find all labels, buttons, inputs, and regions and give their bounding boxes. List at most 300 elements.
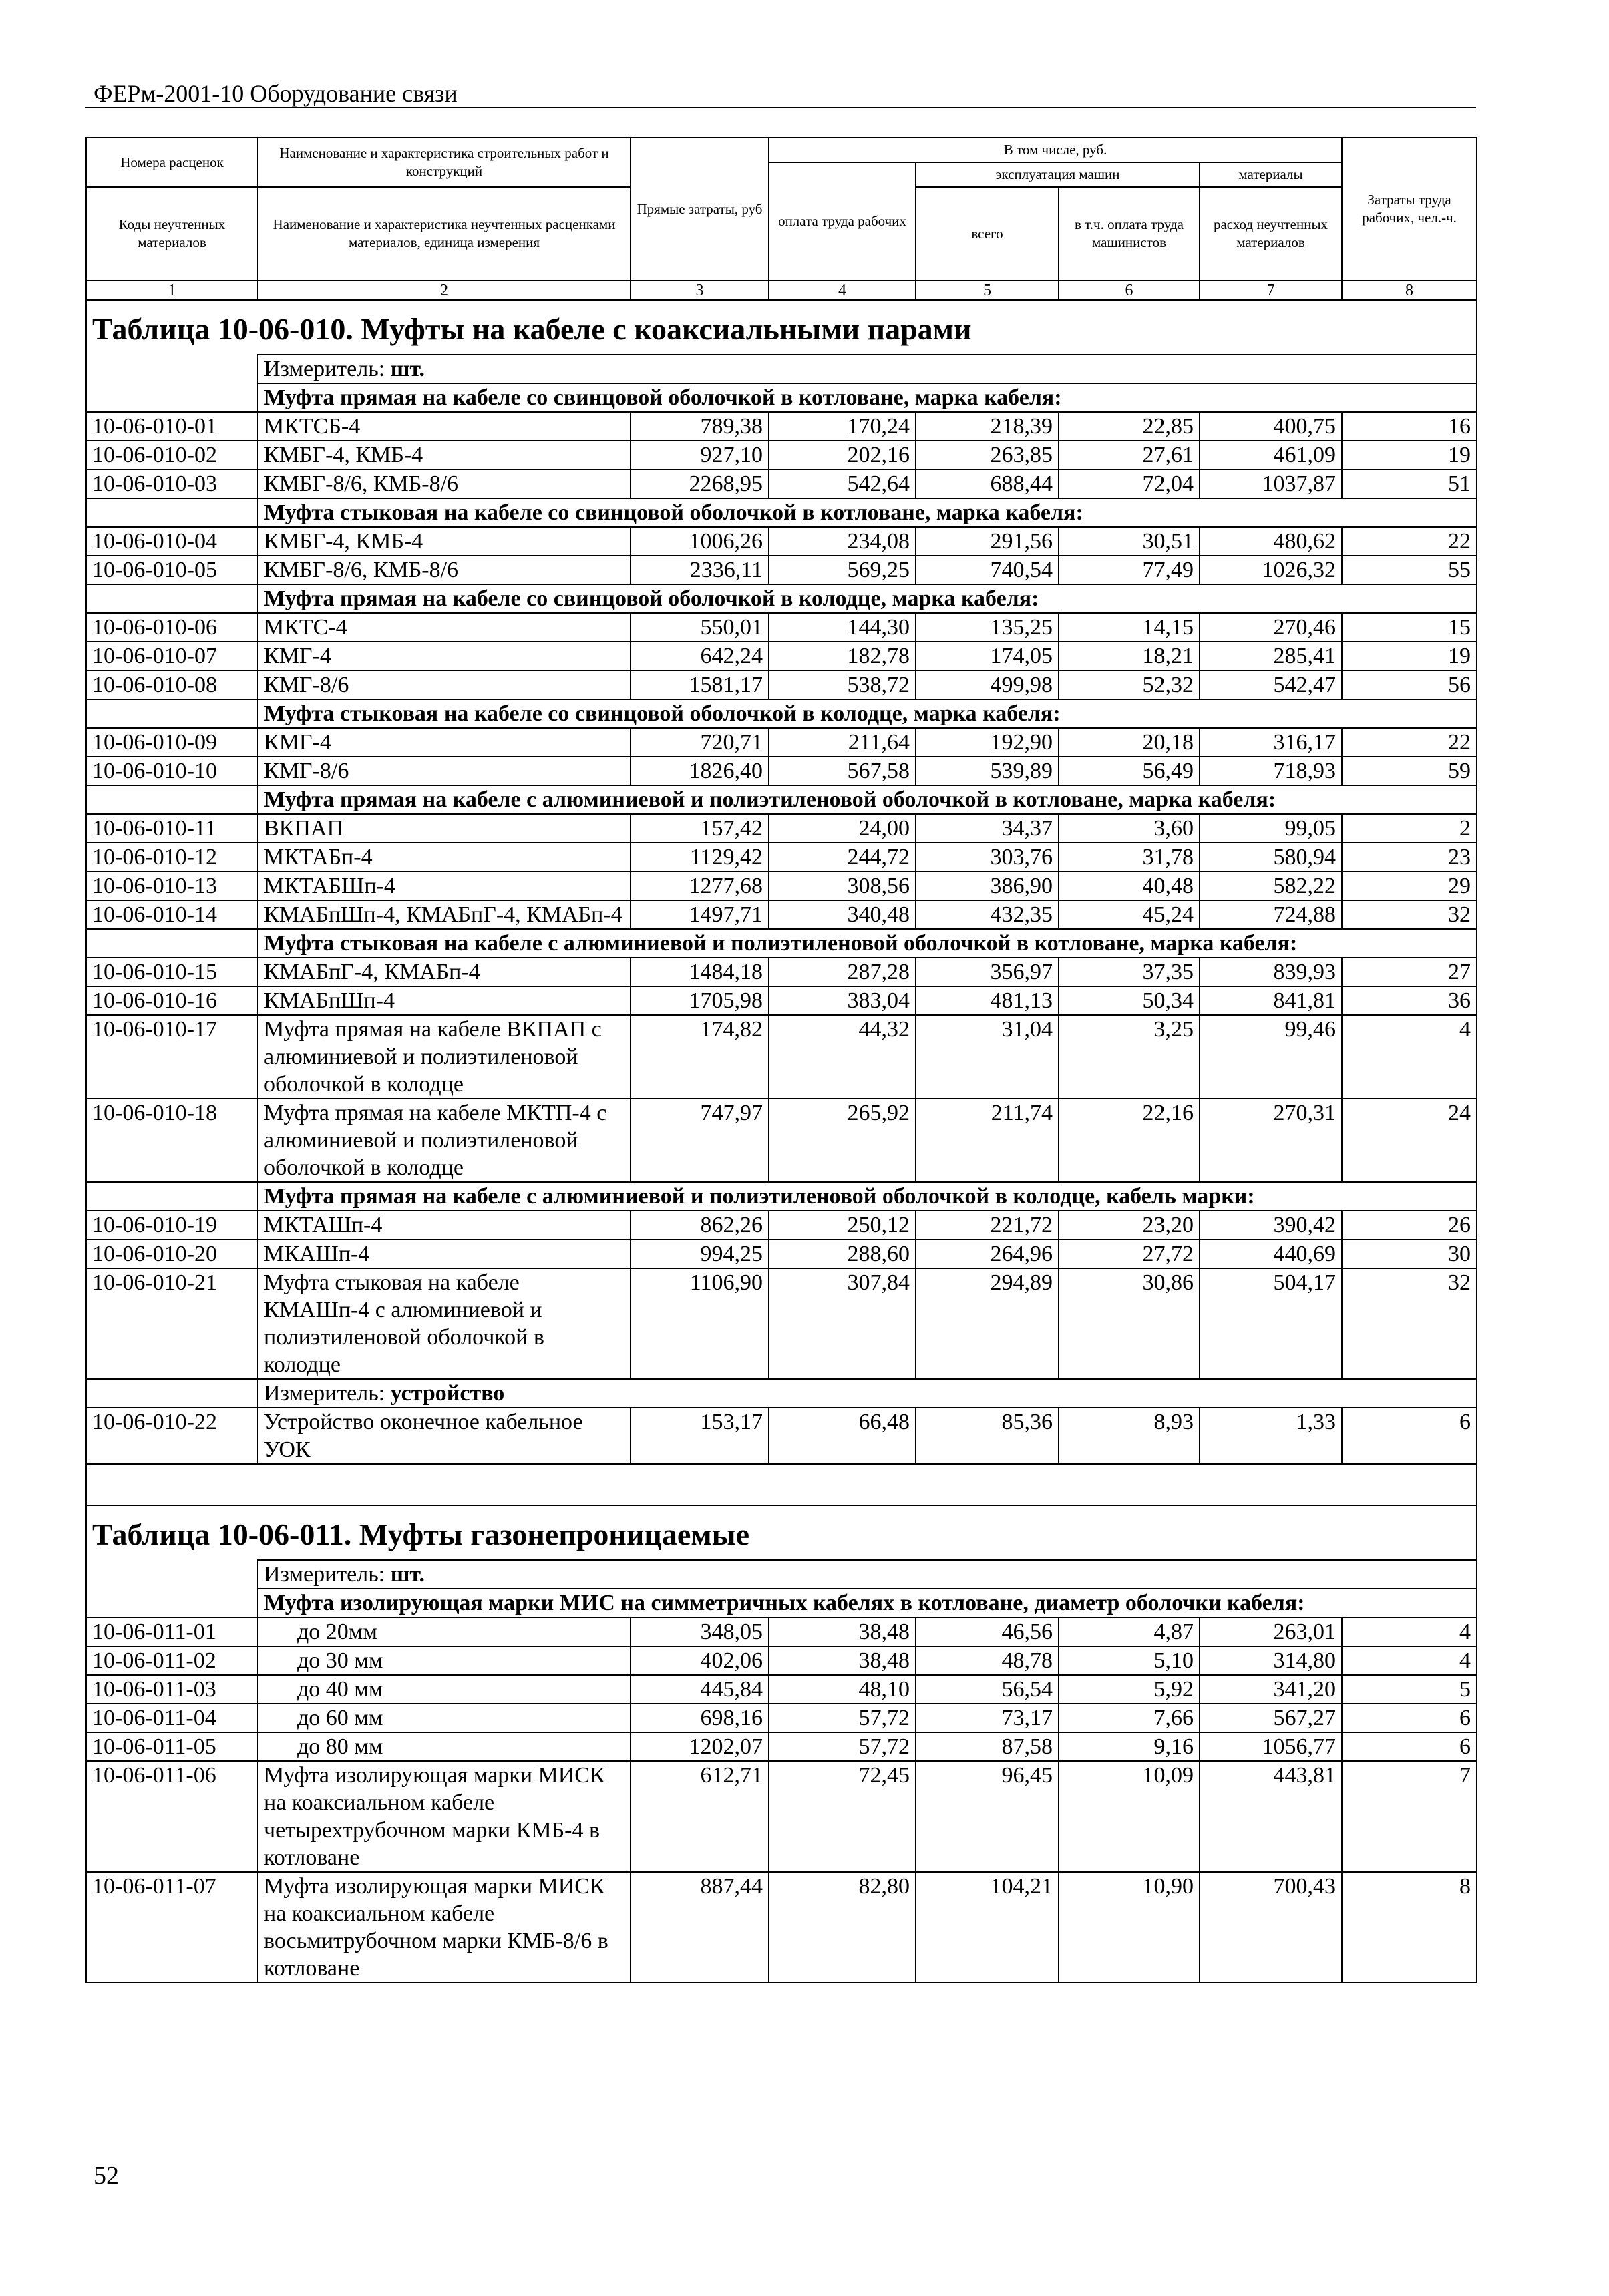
table-row xyxy=(86,986,1477,1015)
direct-costs: 402,06 xyxy=(631,1646,769,1675)
labor-wages: 66,48 xyxy=(769,1408,916,1464)
materials-cost: 1037,87 xyxy=(1200,469,1342,498)
direct-costs: 994,25 xyxy=(631,1239,769,1268)
table-row xyxy=(86,1268,1477,1379)
column-number: 4 xyxy=(769,280,916,301)
work-name: до 80 мм xyxy=(258,1732,631,1761)
labor-hours: 4 xyxy=(1342,1617,1477,1646)
labor-wages: 57,72 xyxy=(769,1704,916,1732)
rate-code: 10-06-011-05 xyxy=(86,1732,258,1761)
operator-wages: 77,49 xyxy=(1059,556,1200,584)
rate-code: 10-06-010-11 xyxy=(86,814,258,843)
work-name: до 40 мм xyxy=(258,1675,631,1704)
section-heading: Муфта прямая на кабеле с алюминиевой и полиэтиленовой оболочкой в колодце, кабель марки: xyxy=(258,1182,1477,1211)
work-name: ВКПАП xyxy=(258,814,631,843)
operator-wages: 22,85 xyxy=(1059,412,1200,441)
labor-wages: 250,12 xyxy=(769,1211,916,1239)
operator-wages: 56,49 xyxy=(1059,757,1200,785)
machines-total: 432,35 xyxy=(916,900,1059,929)
table-row xyxy=(86,728,1477,757)
materials-cost: 480,62 xyxy=(1200,527,1342,556)
materials-cost: 270,46 xyxy=(1200,613,1342,642)
labor-hours: 51 xyxy=(1342,469,1477,498)
operator-wages: 31,78 xyxy=(1059,843,1200,872)
table-row xyxy=(86,757,1477,785)
meter-spacer xyxy=(86,1560,258,1589)
machines-total: 218,39 xyxy=(916,412,1059,441)
labor-hours: 56 xyxy=(1342,671,1477,699)
header-labor-wages: оплата труда рабочих xyxy=(769,162,916,280)
work-name: Муфта прямая на кабеле ВКПАП с алюминиевой и полиэтиленовой оболочкой в колодце xyxy=(258,1015,631,1099)
rate-code: 10-06-011-04 xyxy=(86,1704,258,1732)
machines-total: 481,13 xyxy=(916,986,1059,1015)
work-name: МКТАБШп-4 xyxy=(258,872,631,900)
labor-hours: 23 xyxy=(1342,843,1477,872)
direct-costs: 1006,26 xyxy=(631,527,769,556)
operator-wages: 27,61 xyxy=(1059,441,1200,469)
labor-wages: 202,16 xyxy=(769,441,916,469)
work-name: МКТС-4 xyxy=(258,613,631,642)
labor-hours: 4 xyxy=(1342,1015,1477,1099)
direct-costs: 348,05 xyxy=(631,1617,769,1646)
machines-total: 356,97 xyxy=(916,958,1059,986)
table-row xyxy=(86,1761,1477,1872)
labor-hours: 5 xyxy=(1342,1675,1477,1704)
meter-unit xyxy=(258,1560,1477,1589)
meter-row xyxy=(86,1379,1477,1408)
machines-total: 291,56 xyxy=(916,527,1059,556)
materials-cost: 1026,32 xyxy=(1200,556,1342,584)
machines-total: 740,54 xyxy=(916,556,1059,584)
table-row xyxy=(86,556,1477,584)
rate-code: 10-06-011-01 xyxy=(86,1617,258,1646)
section-spacer xyxy=(86,584,258,613)
header-work-description: Наименование и характеристика строительных работ и конструкций xyxy=(258,138,631,187)
machines-total: 539,89 xyxy=(916,757,1059,785)
materials-cost: 285,41 xyxy=(1200,642,1342,671)
work-name: МКТАБп-4 xyxy=(258,843,631,872)
header-labor-hours: Затраты труда рабочих, чел.-ч. xyxy=(1342,138,1477,280)
meter-spacer xyxy=(86,1379,258,1408)
labor-wages: 383,04 xyxy=(769,986,916,1015)
header-material-codes: Коды неучтенных материалов xyxy=(86,187,258,280)
labor-hours: 4 xyxy=(1342,1646,1477,1675)
work-name: МКТАШп-4 xyxy=(258,1211,631,1239)
materials-cost: 718,93 xyxy=(1200,757,1342,785)
meter-row xyxy=(86,1560,1477,1589)
rate-code: 10-06-010-08 xyxy=(86,671,258,699)
direct-costs: 153,17 xyxy=(631,1408,769,1464)
machines-total: 56,54 xyxy=(916,1675,1059,1704)
machines-total: 294,89 xyxy=(916,1268,1059,1379)
page-number: 52 xyxy=(94,2162,119,2190)
table-row xyxy=(86,1617,1477,1646)
labor-hours: 22 xyxy=(1342,728,1477,757)
labor-hours: 6 xyxy=(1342,1704,1477,1732)
table-row xyxy=(86,469,1477,498)
work-name: КМГ-8/6 xyxy=(258,671,631,699)
materials-cost: 1,33 xyxy=(1200,1408,1342,1464)
machines-total: 85,36 xyxy=(916,1408,1059,1464)
labor-hours: 29 xyxy=(1342,872,1477,900)
meter-value: устройство xyxy=(390,1381,505,1406)
section-row xyxy=(86,383,1477,412)
labor-hours: 6 xyxy=(1342,1408,1477,1464)
operator-wages: 18,21 xyxy=(1059,642,1200,671)
work-name: КМАБпШп-4 xyxy=(258,986,631,1015)
table-row xyxy=(86,527,1477,556)
machines-total: 688,44 xyxy=(916,469,1059,498)
labor-wages: 307,84 xyxy=(769,1268,916,1379)
direct-costs: 927,10 xyxy=(631,441,769,469)
materials-cost: 99,46 xyxy=(1200,1015,1342,1099)
rate-code: 10-06-010-14 xyxy=(86,900,258,929)
work-name: МКТСБ-4 xyxy=(258,412,631,441)
materials-cost: 542,47 xyxy=(1200,671,1342,699)
operator-wages: 9,16 xyxy=(1059,1732,1200,1761)
header-operator-wages: в т.ч. оплата труда машинистов xyxy=(1059,187,1200,280)
machines-total: 264,96 xyxy=(916,1239,1059,1268)
table-row xyxy=(86,1872,1477,1983)
labor-wages: 72,45 xyxy=(769,1761,916,1872)
column-header-table xyxy=(85,137,1477,301)
meter-label: Измеритель: xyxy=(264,1562,391,1587)
meter-row xyxy=(86,355,1477,383)
rate-code: 10-06-010-18 xyxy=(86,1099,258,1182)
table-row xyxy=(86,843,1477,872)
work-name: КМБГ-4, КМБ-4 xyxy=(258,527,631,556)
header-unaccounted-materials: расход неучтенных материалов xyxy=(1200,187,1342,280)
materials-cost: 1056,77 xyxy=(1200,1732,1342,1761)
labor-wages: 244,72 xyxy=(769,843,916,872)
section-row xyxy=(86,498,1477,527)
machines-total: 96,45 xyxy=(916,1761,1059,1872)
direct-costs: 789,38 xyxy=(631,412,769,441)
header-machine-operation: эксплуатация машин xyxy=(916,162,1200,187)
operator-wages: 50,34 xyxy=(1059,986,1200,1015)
table-row xyxy=(86,671,1477,699)
direct-costs: 698,16 xyxy=(631,1704,769,1732)
rate-code: 10-06-011-02 xyxy=(86,1646,258,1675)
labor-wages: 82,80 xyxy=(769,1872,916,1983)
work-name: Муфта прямая на кабеле МКТП-4 с алюминиевой и полиэтиленовой оболочкой в колодце xyxy=(258,1099,631,1182)
labor-hours: 19 xyxy=(1342,441,1477,469)
materials-cost: 841,81 xyxy=(1200,986,1342,1015)
machines-total: 303,76 xyxy=(916,843,1059,872)
table-row xyxy=(86,900,1477,929)
work-name: КМГ-4 xyxy=(258,728,631,757)
rate-code: 10-06-010-05 xyxy=(86,556,258,584)
labor-hours: 36 xyxy=(1342,986,1477,1015)
column-number: 1 xyxy=(86,280,258,301)
operator-wages: 5,10 xyxy=(1059,1646,1200,1675)
labor-hours: 8 xyxy=(1342,1872,1477,1983)
section-row xyxy=(86,584,1477,613)
machines-total: 104,21 xyxy=(916,1872,1059,1983)
operator-wages: 14,15 xyxy=(1059,613,1200,642)
direct-costs: 2336,11 xyxy=(631,556,769,584)
rate-code: 10-06-010-22 xyxy=(86,1408,258,1464)
labor-hours: 32 xyxy=(1342,1268,1477,1379)
machines-total: 221,72 xyxy=(916,1211,1059,1239)
direct-costs: 1497,71 xyxy=(631,900,769,929)
materials-cost: 316,17 xyxy=(1200,728,1342,757)
table-row xyxy=(86,814,1477,843)
section-heading: Муфта стыковая на кабеле с алюминиевой и полиэтиленовой оболочкой в котловане, марка кабеля: xyxy=(258,929,1477,958)
section-row xyxy=(86,929,1477,958)
materials-cost: 443,81 xyxy=(1200,1761,1342,1872)
section-spacer xyxy=(86,929,258,958)
operator-wages: 3,60 xyxy=(1059,814,1200,843)
materials-cost: 99,05 xyxy=(1200,814,1342,843)
work-name: до 20мм xyxy=(258,1617,631,1646)
header-rule xyxy=(85,107,1476,108)
table-title: Таблица 10-06-011. Муфты газонепроницаемые xyxy=(86,1505,1477,1560)
labor-wages: 57,72 xyxy=(769,1732,916,1761)
direct-costs: 157,42 xyxy=(631,814,769,843)
materials-cost: 263,01 xyxy=(1200,1617,1342,1646)
column-number: 8 xyxy=(1342,280,1477,301)
direct-costs: 2268,95 xyxy=(631,469,769,498)
table-row xyxy=(86,1211,1477,1239)
materials-cost: 504,17 xyxy=(1200,1268,1342,1379)
materials-cost: 270,31 xyxy=(1200,1099,1342,1182)
table-row xyxy=(86,1239,1477,1268)
labor-wages: 182,78 xyxy=(769,642,916,671)
labor-wages: 44,32 xyxy=(769,1015,916,1099)
column-number: 5 xyxy=(916,280,1059,301)
direct-costs: 550,01 xyxy=(631,613,769,642)
labor-wages: 144,30 xyxy=(769,613,916,642)
direct-costs: 862,26 xyxy=(631,1211,769,1239)
rate-code: 10-06-010-10 xyxy=(86,757,258,785)
rate-code: 10-06-010-19 xyxy=(86,1211,258,1239)
labor-wages: 48,10 xyxy=(769,1675,916,1704)
section-heading: Муфта прямая на кабеле со свинцовой оболочкой в колодце, марка кабеля: xyxy=(258,584,1477,613)
section-spacer xyxy=(86,699,258,728)
column-number: 2 xyxy=(258,280,631,301)
spacer-row xyxy=(86,1464,1477,1505)
rates-table xyxy=(85,299,1477,1983)
operator-wages: 10,90 xyxy=(1059,1872,1200,1983)
rate-code: 10-06-010-16 xyxy=(86,986,258,1015)
labor-wages: 38,48 xyxy=(769,1646,916,1675)
direct-costs: 642,24 xyxy=(631,642,769,671)
rate-code: 10-06-010-12 xyxy=(86,843,258,872)
table-title-row xyxy=(86,300,1477,355)
labor-hours: 59 xyxy=(1342,757,1477,785)
rate-code: 10-06-010-09 xyxy=(86,728,258,757)
direct-costs: 612,71 xyxy=(631,1761,769,1872)
labor-wages: 308,56 xyxy=(769,872,916,900)
meter-spacer xyxy=(86,355,258,383)
operator-wages: 7,66 xyxy=(1059,1704,1200,1732)
materials-cost: 580,94 xyxy=(1200,843,1342,872)
labor-hours: 55 xyxy=(1342,556,1477,584)
direct-costs: 445,84 xyxy=(631,1675,769,1704)
materials-cost: 390,42 xyxy=(1200,1211,1342,1239)
table-row xyxy=(86,1675,1477,1704)
work-name: КМАБпШп-4, КМАБпГ-4, КМАБп-4 xyxy=(258,900,631,929)
section-spacer xyxy=(86,498,258,527)
direct-costs: 720,71 xyxy=(631,728,769,757)
machines-total: 34,37 xyxy=(916,814,1059,843)
direct-costs: 1484,18 xyxy=(631,958,769,986)
materials-cost: 724,88 xyxy=(1200,900,1342,929)
machines-total: 499,98 xyxy=(916,671,1059,699)
direct-costs: 1581,17 xyxy=(631,671,769,699)
section-heading: Муфта изолирующая марки МИС на симметричных кабелях в котловане, диаметр оболочки кабеля: xyxy=(258,1589,1477,1617)
meter-value: шт. xyxy=(390,1562,425,1587)
work-name: Муфта изолирующая марки МИСК на коаксиальном кабеле восьмитрубочном марки КМБ-8/6 в котловане xyxy=(258,1872,631,1983)
table-row xyxy=(86,441,1477,469)
machines-total: 192,90 xyxy=(916,728,1059,757)
rate-code: 10-06-010-20 xyxy=(86,1239,258,1268)
column-number: 6 xyxy=(1059,280,1200,301)
materials-cost: 582,22 xyxy=(1200,872,1342,900)
rate-code: 10-06-010-21 xyxy=(86,1268,258,1379)
work-name: МКАШп-4 xyxy=(258,1239,631,1268)
work-name: КМГ-4 xyxy=(258,642,631,671)
section-spacer xyxy=(86,785,258,814)
section-spacer xyxy=(86,1589,258,1617)
work-name: КМБГ-8/6, КМБ-8/6 xyxy=(258,556,631,584)
materials-cost: 440,69 xyxy=(1200,1239,1342,1268)
operator-wages: 20,18 xyxy=(1059,728,1200,757)
section-heading: Муфта стыковая на кабеле со свинцовой оболочкой в котловане, марка кабеля: xyxy=(258,498,1477,527)
labor-wages: 170,24 xyxy=(769,412,916,441)
machines-total: 263,85 xyxy=(916,441,1059,469)
operator-wages: 3,25 xyxy=(1059,1015,1200,1099)
labor-wages: 538,72 xyxy=(769,671,916,699)
table-row xyxy=(86,412,1477,441)
operator-wages: 5,92 xyxy=(1059,1675,1200,1704)
header-direct-costs: Прямые затраты, руб xyxy=(631,138,769,280)
rate-code: 10-06-011-06 xyxy=(86,1761,258,1872)
rate-code: 10-06-011-07 xyxy=(86,1872,258,1983)
machines-total: 73,17 xyxy=(916,1704,1059,1732)
direct-costs: 1202,07 xyxy=(631,1732,769,1761)
table-row xyxy=(86,872,1477,900)
direct-costs: 1129,42 xyxy=(631,843,769,872)
work-name: КМГ-8/6 xyxy=(258,757,631,785)
operator-wages: 4,87 xyxy=(1059,1617,1200,1646)
rate-code: 10-06-011-03 xyxy=(86,1675,258,1704)
rate-code: 10-06-010-15 xyxy=(86,958,258,986)
operator-wages: 52,32 xyxy=(1059,671,1200,699)
table-row xyxy=(86,1646,1477,1675)
table-title-row xyxy=(86,1505,1477,1560)
operator-wages: 8,93 xyxy=(1059,1408,1200,1464)
table-title: Таблица 10-06-010. Муфты на кабеле с коаксиальными парами xyxy=(86,300,1477,355)
meter-value: шт. xyxy=(390,357,425,381)
header-materials: материалы xyxy=(1200,162,1342,187)
work-name: Устройство оконечное кабельное УОК xyxy=(258,1408,631,1464)
column-number: 7 xyxy=(1200,280,1342,301)
rate-code: 10-06-010-13 xyxy=(86,872,258,900)
materials-cost: 700,43 xyxy=(1200,1872,1342,1983)
rate-code: 10-06-010-03 xyxy=(86,469,258,498)
labor-wages: 38,48 xyxy=(769,1617,916,1646)
direct-costs: 1705,98 xyxy=(631,986,769,1015)
table-row xyxy=(86,642,1477,671)
section-heading: Муфта прямая на кабеле со свинцовой оболочкой в котловане, марка кабеля: xyxy=(258,383,1477,412)
section-row xyxy=(86,699,1477,728)
meter-unit xyxy=(258,355,1477,383)
labor-hours: 6 xyxy=(1342,1732,1477,1761)
operator-wages: 30,86 xyxy=(1059,1268,1200,1379)
table-row xyxy=(86,1704,1477,1732)
table-row xyxy=(86,613,1477,642)
rate-code: 10-06-010-02 xyxy=(86,441,258,469)
work-name: до 30 мм xyxy=(258,1646,631,1675)
labor-wages: 234,08 xyxy=(769,527,916,556)
operator-wages: 45,24 xyxy=(1059,900,1200,929)
table-row xyxy=(86,1099,1477,1182)
section-heading: Муфта стыковая на кабеле со свинцовой оболочкой в колодце, марка кабеля: xyxy=(258,699,1477,728)
labor-wages: 340,48 xyxy=(769,900,916,929)
labor-hours: 19 xyxy=(1342,642,1477,671)
work-name: КМАБпГ-4, КМАБп-4 xyxy=(258,958,631,986)
machines-total: 48,78 xyxy=(916,1646,1059,1675)
machines-total: 87,58 xyxy=(916,1732,1059,1761)
rate-code: 10-06-010-17 xyxy=(86,1015,258,1099)
operator-wages: 30,51 xyxy=(1059,527,1200,556)
table-row xyxy=(86,1732,1477,1761)
machines-total: 46,56 xyxy=(916,1617,1059,1646)
operator-wages: 37,35 xyxy=(1059,958,1200,986)
spacer-cell xyxy=(86,1464,1477,1505)
labor-hours: 22 xyxy=(1342,527,1477,556)
direct-costs: 887,44 xyxy=(631,1872,769,1983)
materials-cost: 400,75 xyxy=(1200,412,1342,441)
page-header: ФЕРм-2001-10 Оборудование связи xyxy=(94,80,458,107)
labor-hours: 30 xyxy=(1342,1239,1477,1268)
work-name: КМБГ-4, КМБ-4 xyxy=(258,441,631,469)
direct-costs: 174,82 xyxy=(631,1015,769,1099)
section-heading: Муфта прямая на кабеле с алюминиевой и полиэтиленовой оболочкой в котловане, марка кабеля: xyxy=(258,785,1477,814)
labor-wages: 288,60 xyxy=(769,1239,916,1268)
labor-wages: 567,58 xyxy=(769,757,916,785)
materials-cost: 314,80 xyxy=(1200,1646,1342,1675)
machines-total: 386,90 xyxy=(916,872,1059,900)
column-number: 3 xyxy=(631,280,769,301)
labor-wages: 569,25 xyxy=(769,556,916,584)
section-spacer xyxy=(86,383,258,412)
labor-wages: 24,00 xyxy=(769,814,916,843)
labor-wages: 211,64 xyxy=(769,728,916,757)
operator-wages: 27,72 xyxy=(1059,1239,1200,1268)
table-row xyxy=(86,1015,1477,1099)
machines-total: 211,74 xyxy=(916,1099,1059,1182)
materials-cost: 461,09 xyxy=(1200,441,1342,469)
machines-total: 135,25 xyxy=(916,613,1059,642)
operator-wages: 40,48 xyxy=(1059,872,1200,900)
table-row xyxy=(86,1408,1477,1464)
work-name: КМБГ-8/6, КМБ-8/6 xyxy=(258,469,631,498)
direct-costs: 1106,90 xyxy=(631,1268,769,1379)
section-row xyxy=(86,1589,1477,1617)
labor-hours: 7 xyxy=(1342,1761,1477,1872)
labor-hours: 2 xyxy=(1342,814,1477,843)
rate-code: 10-06-010-01 xyxy=(86,412,258,441)
operator-wages: 22,16 xyxy=(1059,1099,1200,1182)
operator-wages: 23,20 xyxy=(1059,1211,1200,1239)
work-name: Муфта изолирующая марки МИСК на коаксиальном кабеле четырехтрубочном марки КМБ-4 в котловане xyxy=(258,1761,631,1872)
labor-hours: 27 xyxy=(1342,958,1477,986)
materials-cost: 567,27 xyxy=(1200,1704,1342,1732)
labor-wages: 287,28 xyxy=(769,958,916,986)
